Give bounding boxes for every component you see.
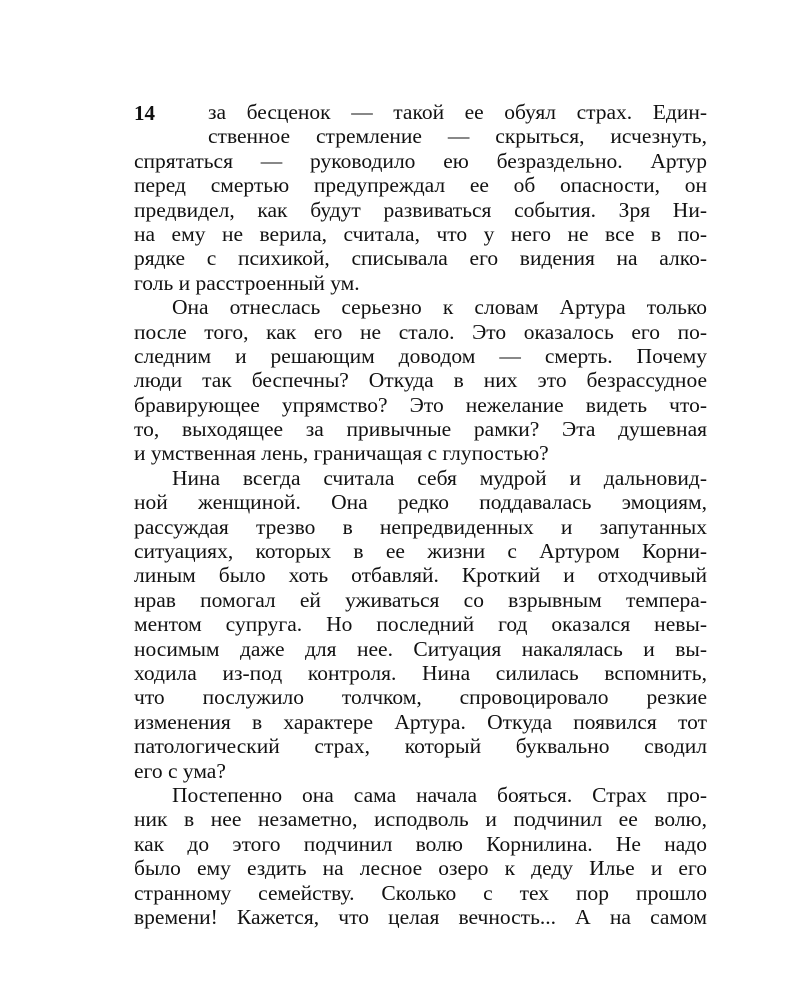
text-line: ник в нее незаметно, исподволь и подчинил ее волю, bbox=[134, 807, 707, 832]
text-line: изменения в характере Артура. Откуда появился тот bbox=[134, 709, 707, 734]
text-line: на ему не верила, считала, что у него не все в по- bbox=[134, 221, 707, 246]
text-line: носимым даже для нее. Ситуация накалялась и вы- bbox=[134, 636, 707, 661]
text-line: нрав помогал ей уживаться со взрывным темпера- bbox=[134, 587, 707, 612]
text-line: то, выходящее за привычные рамки? Эта душевная bbox=[134, 417, 707, 442]
text-line: рядке с психикой, списывала его видения на алко- bbox=[134, 246, 707, 271]
text-line: патологический страх, который буквально сводил bbox=[134, 734, 707, 759]
text-line: ментом супруга. Но последний год оказался невы- bbox=[134, 612, 707, 637]
text-line: следним и решающим доводом — смерть. Почему bbox=[134, 343, 707, 368]
text-line: как до этого подчинил волю Корнилина. Не надо bbox=[134, 831, 707, 856]
text-line: ситуациях, которых в ее жизни с Артуром Корни- bbox=[134, 539, 707, 564]
text-line: и умственная лень, граничащая с глупостью? bbox=[134, 441, 549, 466]
text-line: ной женщиной. Она редко поддавалась эмоциям, bbox=[134, 490, 707, 515]
text-line: времени! Кажется, что целая вечность... А на самом bbox=[134, 904, 707, 929]
text-line: странному семейству. Сколько с тех пор прошло bbox=[134, 880, 707, 905]
text-line: голь и расстроенный ум. bbox=[134, 270, 360, 295]
page-number: 14 bbox=[134, 101, 155, 125]
text-line: бравирующее упрямство? Это нежелание видеть что- bbox=[134, 392, 707, 417]
text-line: ственное стремление — скрыться, исчезнуть, bbox=[208, 124, 707, 149]
text-line: Нина всегда считала себя мудрой и дальновид- bbox=[172, 465, 707, 490]
text-line: после того, как его не стало. Это оказалось его по- bbox=[134, 319, 707, 344]
text-line: линым было хоть отбавляй. Кроткий и отходчивый bbox=[134, 563, 707, 588]
text-line: ходила из-под контроля. Нина силилась вспомнить, bbox=[134, 660, 707, 685]
text-line: спрятаться — руководило ею безраздельно. Артур bbox=[134, 148, 707, 173]
text-line: люди так беспечны? Откуда в них это безрассудное bbox=[134, 368, 707, 393]
text-line: было ему ездить на лесное озеро к деду Илье и его bbox=[134, 856, 707, 881]
text-line: перед смертью предупреждал ее об опасности, он bbox=[134, 173, 707, 198]
body-text bbox=[134, 100, 707, 929]
text-line: Постепенно она сама начала бояться. Страх про- bbox=[172, 782, 707, 807]
text-line: рассуждая трезво в непредвиденных и запутанных bbox=[134, 514, 707, 539]
text-line: его с ума? bbox=[134, 758, 226, 783]
text-line: Она отнеслась серьезно к словам Артура только bbox=[172, 295, 707, 320]
text-line: что послужило толчком, спровоцировало резкие bbox=[134, 685, 707, 710]
text-line: за бесценок — такой ее обуял страх. Един- bbox=[208, 100, 707, 124]
text-line: предвидел, как будут развиваться события. Зря Ни- bbox=[134, 197, 707, 222]
